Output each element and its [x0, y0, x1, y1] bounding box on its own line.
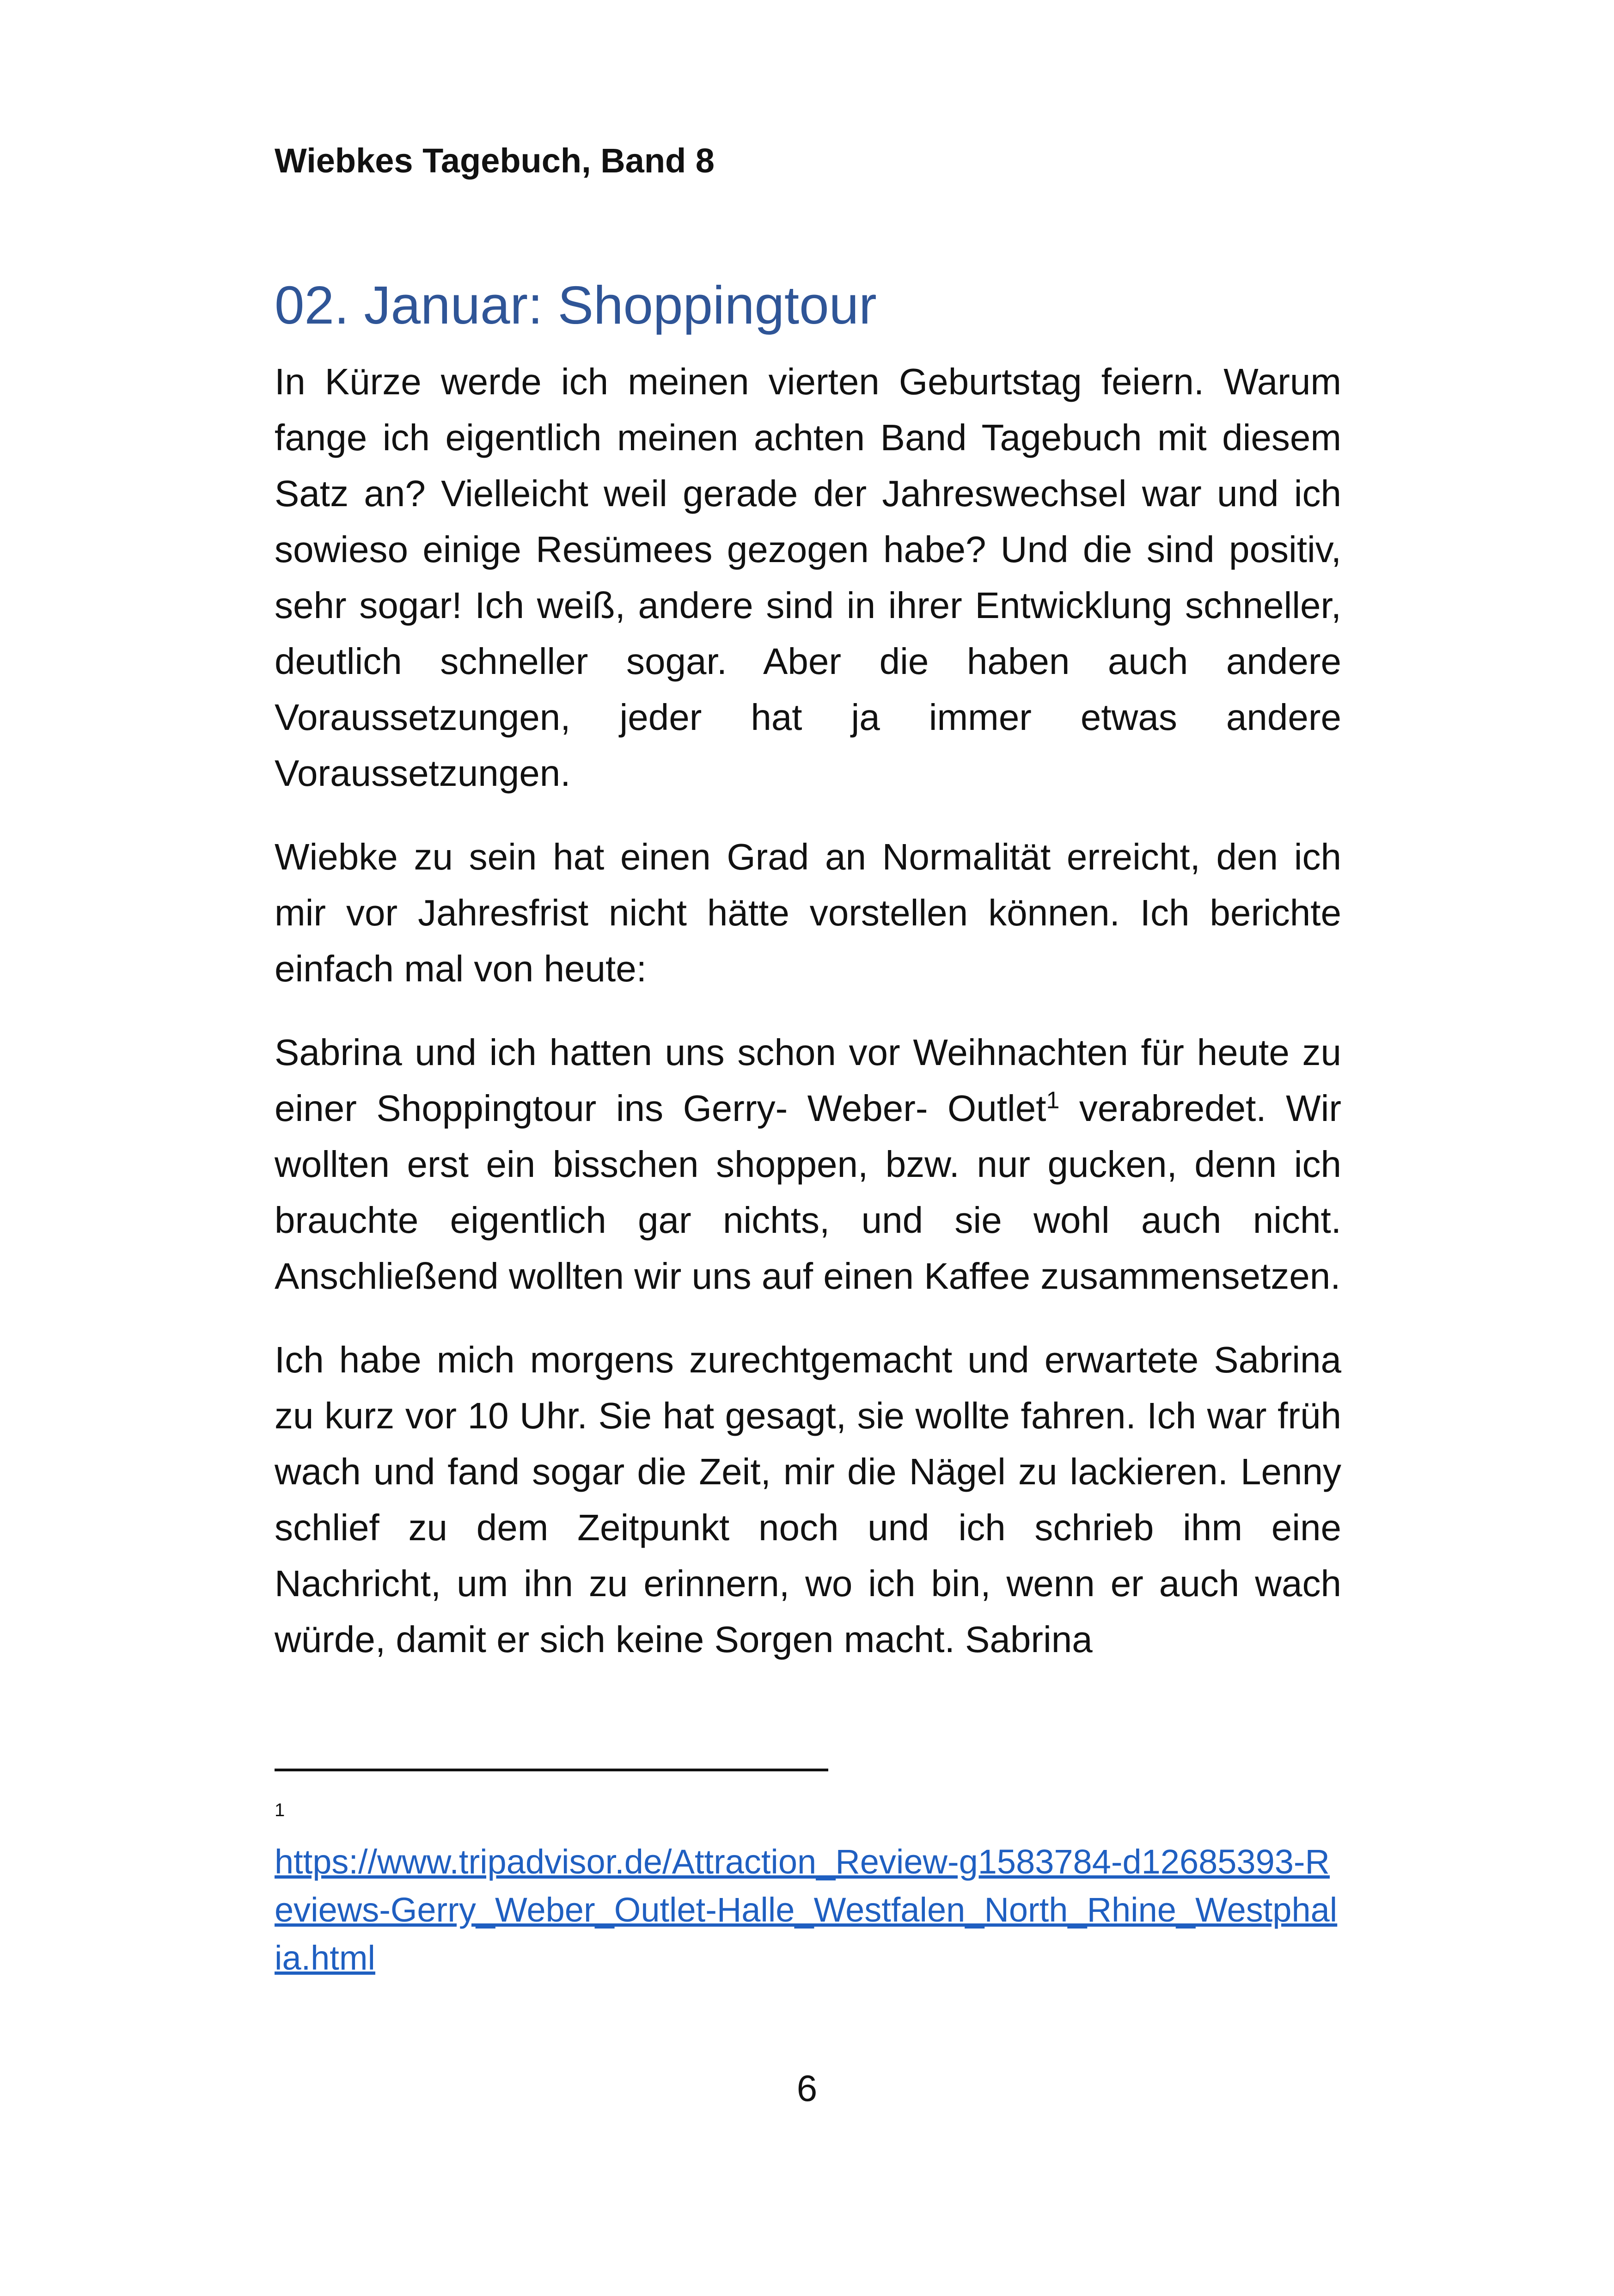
footnote-link[interactable]: https://www.tripadvisor.de/Attraction_Review-g1583784-d12685393-Reviews-Gerry_Weber_Outlet-Halle_Westfalen_North_Rhine_Westphalia.html: [275, 1843, 1338, 1977]
paragraph-3-text-before: Sabrina und ich hatten uns schon vor Weihnachten für heute zu einer Shoppingtour ins Gerry- Weber- Outlet: [275, 1032, 1341, 1129]
chapter-title: 02. Januar: Shoppingtour: [275, 275, 877, 335]
paragraph-3-text-after: verabredet. Wir wollten erst ein bisschen shoppen, bzw. nur gucken, denn ich brauchte eigentlich gar nichts, und sie wohl auch nicht. Anschließend wollten wir uns auf einen Kaffee zusammensetzen.: [275, 1088, 1342, 1297]
body-text: [275, 354, 1341, 1695]
footnote: [275, 1796, 1341, 1982]
footnote-number: 1: [275, 1800, 285, 1820]
page-content: [275, 139, 1342, 1660]
paragraph-4: Ich habe mich morgens zurechtgemacht und erwartete Sabrina zu kurz vor 10 Uhr. Sie hat gesagt, sie wollte fahren. Ich war früh wach und fand sogar die Zeit, mir die Nägel zu lackieren. Lenny schlief zu dem Zeitpunkt noch und ich schrieb ihm eine Nachricht, um ihn zu erinnern, wo ich bin, wenn er auch wach würde, damit er sich keine Sorgen macht. Sabrina: [275, 1339, 1341, 1660]
paragraph-3: [275, 1024, 1341, 1304]
running-header: Wiebkes Tagebuch, Band 8: [275, 141, 715, 180]
paragraph-2: Wiebke zu sein hat einen Grad an Normalität erreicht, den ich mir vor Jahresfrist nicht hätte vorstellen können. Ich berichte einfach mal von heute:: [275, 836, 1341, 989]
page-number: 6: [796, 2068, 818, 2109]
footnote-reference[interactable]: 1: [1046, 1087, 1060, 1114]
footnote-separator: [275, 1769, 828, 1771]
paragraph-1: In Kürze werde ich meinen vierten Geburtstag feiern. Warum fange ich eigentlich meinen achten Band Tagebuch mit diesem Satz an? Vielleicht weil gerade der Jahreswechsel war und ich sowieso einige Resümees gezogen habe? Und die sind positiv, sehr sogar! Ich weiß, andere sind in ihrer Entwicklung schneller, deutlich schneller sogar. Aber die haben auch andere Voraussetzungen, jeder hat ja immer etwas andere Voraussetzungen.: [275, 361, 1341, 794]
